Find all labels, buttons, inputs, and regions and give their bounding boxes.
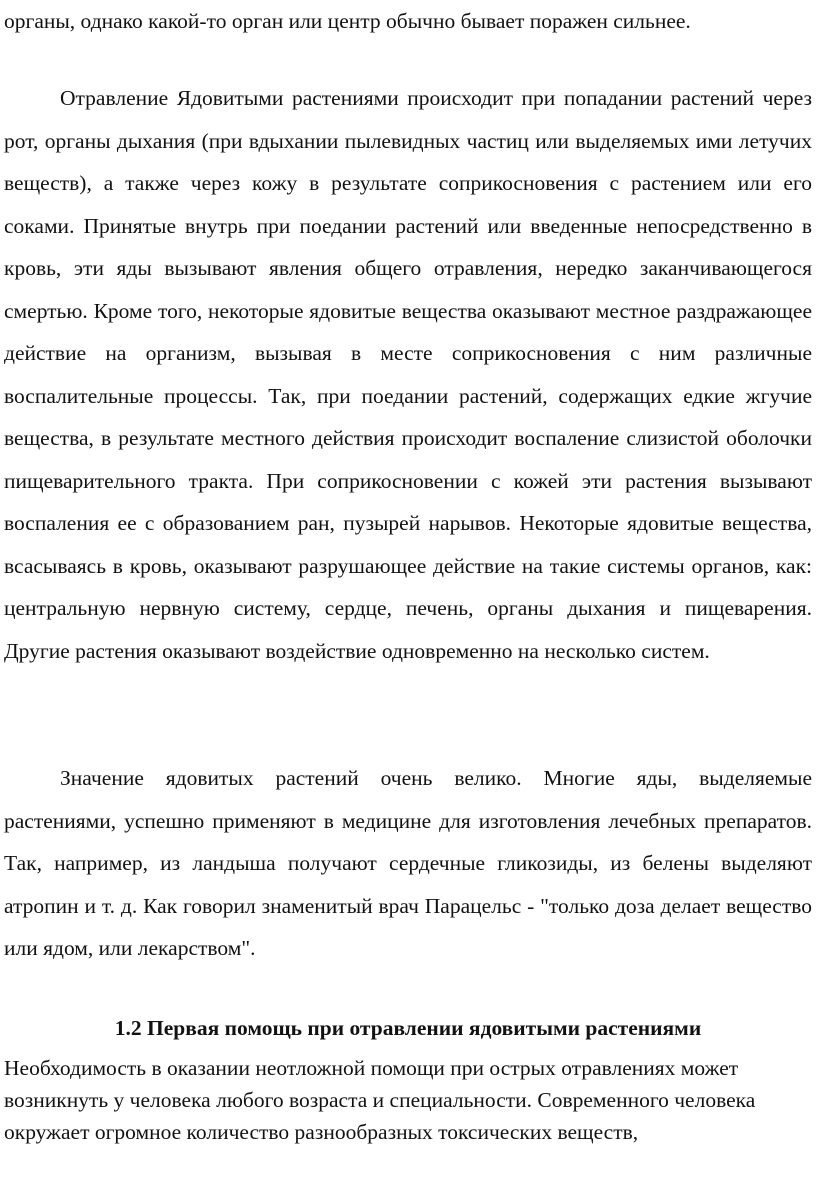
paragraph-significance: Значение ядовитых растений очень велико. Многие яды, выделяемые растениями, успешно применяют в медицине для изготовления лечебных препаратов. Так, например, из ландыша получают сердечные гликозиды, из белены выделяют атропин и т. д. Как говорил знаменитый врач Парацельс - "только доза делает вещество или ядом, или лекарством". <box>4 766 812 960</box>
paragraph-first-aid: Необходимость в оказании неотложной помощи при острых отравлениях может возникнуть у человека любого возраста и специальности. Современного человека окружает огромное количество разнообразных токсических веществ, <box>4 1056 756 1144</box>
paragraph-continued: органы, однако какой-то орган или центр обычно бывает поражен сильнее. <box>4 9 691 33</box>
paragraph-poisoning: Отравление Ядовитыми растениями происходит при попадании растений через рот, органы дыхания (при вдыхании пылевидных частиц или выделяемых ими летучих веществ), а также через кожу в результате соприкосновения с растением или его соками. Принятые внутрь при поедании растений или введенные непосредственно в кровь, эти яды вызывают явления общего отравления, нередко заканчивающегося смертью. Кроме того, некоторые ядовитые вещества оказывают местное раздражающее действие на организм, вызывая в месте соприкосновения с ним различные воспалительные процессы. Так, при поедании растений, содержащих едкие жгучие вещества, в результате местного действия происходит воспаление слизистой оболочки пищеварительного тракта. При соприкосновении с кожей эти растения вызывают воспаления ее с образованием ран, пузырей нарывов. Некоторые ядовитые вещества, всасываясь в кровь, оказывают разрушающее действие на такие системы органов, как: центральную нервную систему, сердце, печень, органы дыхания и пищеварения. Другие растения оказывают воздействие одновременно на несколько систем. <box>4 86 812 663</box>
section-heading: 1.2 Первая помощь при отравлении ядовитыми растениями <box>114 1016 702 1040</box>
